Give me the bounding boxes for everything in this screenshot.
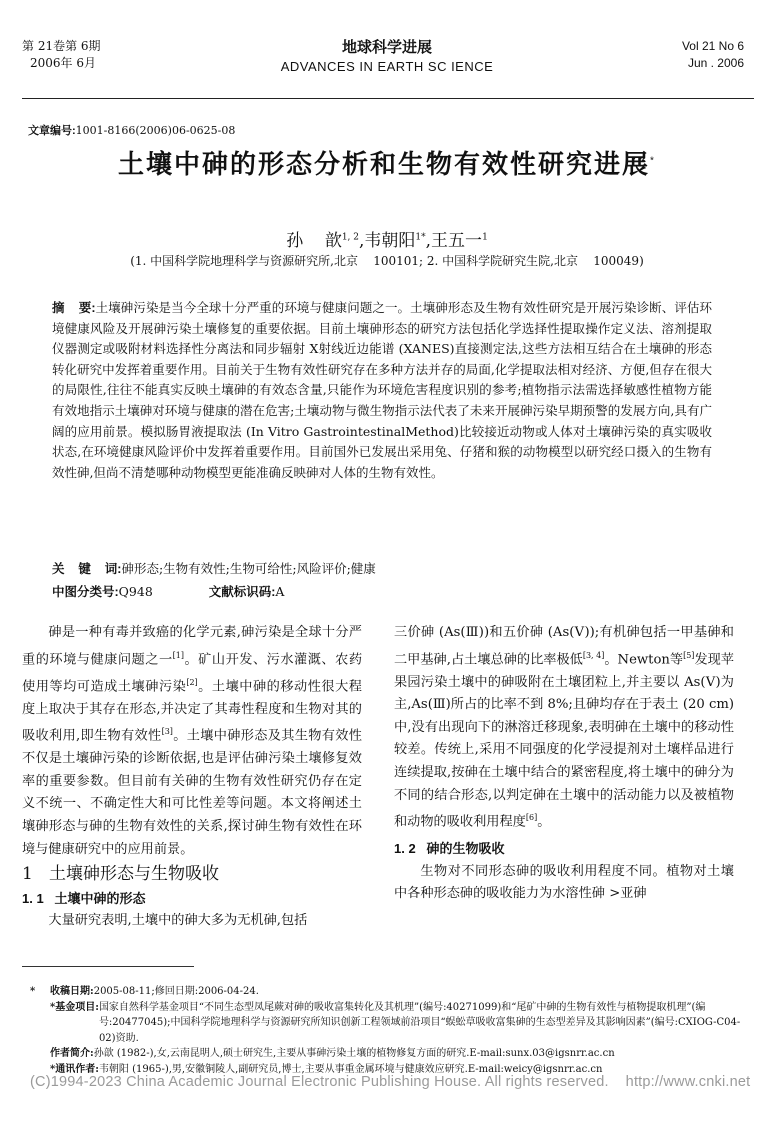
author-2-affil: 1*: [415, 232, 426, 243]
doc-code-value: A: [275, 584, 285, 599]
section-1-2-paragraph: 生物对不同形态砷的吸收利用程度不同。植物对土壤中各种形态砷的吸收能力为水溶性砷 >亚砷: [394, 863, 734, 902]
author-bio: 孙歆 (1982-),女,云南昆明人,硕士研究生,主要从事砷污染土壤的植物修复方面的研究.E-mail:sunx.03@igsnrr.ac.cn: [93, 1048, 615, 1060]
citation-5: [5]: [683, 650, 695, 660]
citation-3-4: [3, 4]: [582, 650, 605, 660]
body-column-left: [22, 622, 362, 933]
author-2: ,韦朝阳: [359, 231, 416, 251]
volume-en: Vol 21 No 6: [681, 39, 744, 53]
footnotes: [30, 984, 746, 1078]
footnote-rule: [22, 966, 194, 967]
keywords-label: 关 键 词:: [52, 562, 122, 576]
footnote-fund: *基金项目: 国家自然科学基金项目“不同生态型凤尾蕨对砷的吸收富集转化及其机理”(编号:40271099)和“尾矿中砷的生物有效性与植物提取机理”(编号:20477045);中国科学院地理科学与资源研究所知识创新工程领域前沿项目“蜈蚣草吸收富集砷的生态型差异及其影响因素”(编号:CXIOG-C04-02)资助.: [30, 1000, 746, 1047]
body-column-right: [394, 622, 734, 906]
header-rule: [22, 98, 754, 99]
arsenic-forms-paragraph: [394, 622, 734, 834]
author-list: [0, 226, 774, 251]
article-number-label: 文章编号:: [28, 125, 76, 137]
received-dates: 2005-08-11;修回日期:2006-04-24.: [93, 986, 259, 997]
section-1-1-paragraph: 大量研究表明,土壤中的砷大多为无机砷,包括: [48, 913, 308, 929]
clc-label: 中图分类号:: [52, 585, 119, 599]
abstract-label: 摘 要:: [52, 301, 96, 315]
section-1-heading: 1 土壤砷形态与生物吸收: [22, 864, 220, 885]
volume-cn: 第 21卷第 6期: [22, 39, 101, 53]
watermark: (C)1994-2023 China Academic Journal Electronic Publishing House. All rights reserved. http://www.cnki.net: [30, 1074, 751, 1090]
footnote-author: [30, 1046, 746, 1062]
paper-title: [0, 144, 774, 181]
author-3: ,王五一: [425, 231, 483, 251]
author-1-affil: 1, 2: [341, 232, 360, 243]
article-number-value: 1001-8166(2006)06-0625-08: [75, 124, 236, 137]
citation-3: [3]: [161, 727, 173, 737]
classification: [52, 582, 284, 600]
intro-paragraph: [22, 622, 362, 861]
corresponding-author: 韦朝阳 (1965-),男,安徽铜陵人,副研究员,博士,主要从事重金属环境与健康效应研究.E-mail:weicy@igsnrr.ac.cn: [98, 1063, 603, 1075]
forms-text-4: 。: [537, 814, 551, 830]
citation-2: [2]: [186, 677, 198, 687]
intro-text-2: 。矿山开发、污水灌溉、农药使用等均可造成土壤砷污染: [22, 651, 363, 694]
citation-6: [6]: [525, 813, 538, 823]
footnote-received: * 收稿日期: 2005-08-11;修回日期:2006-04-24.: [30, 984, 746, 1000]
date-en: Jun . 2006: [687, 56, 744, 70]
citation-1: [1]: [172, 650, 184, 660]
received-label: 收稿日期:: [50, 986, 94, 997]
journal-name: [0, 36, 774, 74]
abstract: [52, 298, 712, 483]
affiliations: (1. 中国科学院地理科学与资源研究所,北京 100101; 2. 中国科学院研究生院,北京 100049): [130, 254, 644, 268]
forms-text-2: 。Newton等: [604, 651, 684, 667]
section-1-1-heading: 1. 1 土壤中砷的形态: [22, 890, 146, 906]
title-footnote-mark: *: [650, 155, 656, 167]
issue-info-en: [682, 38, 744, 72]
keywords-text: 砷形态;生物有效性;生物可给性;风险评价;健康: [121, 561, 376, 576]
date-cn: 2006年 6月: [30, 56, 96, 70]
section-1-2-heading: 1. 2 砷的生物吸收: [394, 841, 505, 857]
abstract-text: 土壤砷污染是当今全球十分严重的环境与健康问题之一。土壤砷形态及生物有效性研究是开展污染诊断、评估环境健康风险及开展砷污染土壤修复的重要依据。目前土壤砷形态的研究方法包括化学选择性提取操作定义法、溶剂提取仪器测定或吸附材料选择性分离法和同步辐射 X射线近边能谱 (XANES)直接测定法,这些方法相互结合在土壤砷的形态转化研究中发挥着重要作用。目前关于生物有效性研究存在多种方法并存的局面,化学提取法相对经济、方便,但存在很大的局限性,往往不能真实反映土壤砷的有效态含量,只能作为环境危害程度识别的参考;植物指示法需选择敏感性植物方能有效地指示土壤砷对环境与健康的潜在危害;土壤动物与微生物指示法代表了未来开展砷污染早期预警的发展方向,具有广阔的应用前景。模拟肠胃液提取法 (In Vitro GastrointestinalMethod)比较接近动物或人体对土壤砷污染的真实吸收状态,在环境健康风险评价中发挥着重要作用。目前国外已发展出采用兔、仔猪和猴的动物模型以研究经口摄入的生物有效性砷,但尚不清楚哪种动物模型更能准确反映砷对人体的生物有效性。: [52, 300, 712, 480]
doc-code-label: 文献标识码:: [208, 585, 276, 599]
footnote-corresponding: *通讯作者: 韦朝阳 (1965-),男,安徽铜陵人,副研究员,博士,主要从事重金属环境与健康效应研究.E-mail:weicy@igsnrr.ac.cn: [30, 1062, 746, 1078]
fund-label: 基金项目:: [55, 1001, 99, 1013]
article-number: [28, 122, 235, 138]
paper-title-text: 土壤中砷的形态分析和生物有效性研究进展: [118, 149, 651, 179]
keywords: [52, 559, 712, 577]
author-3-affil: 1: [482, 232, 488, 243]
corresponding-label: 通讯作者:: [55, 1063, 99, 1075]
clc-value: Q948: [118, 584, 153, 599]
fund-text: 国家自然科学基金项目“不同生态型凤尾蕨对砷的吸收富集转化及其机理”(编号:40271099)和“尾矿中砷的生物有效性与植物提取机理”(编号:20477045);中国科学院地理科学与资源研究所知识创新工程领域前沿项目“蜈蚣草吸收富集砷的生态型差异及其影响因素”(编号:CXIOG-C04-02)资助.: [98, 1001, 741, 1044]
author-bio-label: 作者简介:: [50, 1048, 94, 1060]
forms-text-1: 三价砷 (As(Ⅲ))和五价砷 (As(Ⅴ));有机砷包括一甲基砷和二甲基砷,占土壤总砷的比率极低: [394, 625, 734, 667]
journal-name-en: ADVANCES IN EARTH SC IENCE: [280, 59, 494, 74]
intro-text-4: 。土壤中砷形态及其生物有效性不仅是土壤砷污染的诊断依据,也是评估砷污染土壤修复效率的重要参数。但目前有关砷的生物有效性研究仍存在定义不统一、不确定性大和可比性差等问题。本文将阐述土壤砷形态与砷的生物有效性的关系,探讨砷生物有效性在环境与健康研究中的应用前景。: [22, 728, 362, 857]
author-1: 孙 歆: [286, 231, 342, 251]
journal-name-cn: 地球科学进展: [341, 38, 432, 56]
intro-text-3: 。土壤中砷的移动性很大程度上取决于其存在形态,并决定了其毒性程度和生物对其的吸收利用,即生物有效性: [22, 678, 362, 744]
forms-text-3: 发现苹果园污染土壤中的砷吸附在土壤团粒上,并主要以 As(Ⅴ)为主,As(Ⅲ)所占的比率不到 8%;且砷均存在于表土 (20 cm)中,没有出现向下的淋溶迁移现象,表明砷在土壤中的移动性较差。传统上,采用不同强度的化学浸提剂对土壤样品进行连续提取,按砷在土壤中结合的紧密程度,将土壤中的砷分为不同的结合形态,以判定砷在土壤中的活动能力以及被植物和动物的吸收利用程度: [394, 651, 734, 830]
intro-text-1: 砷是一种有毒并致癌的化学元素,砷污染是全球十分严重的环境与健康问题之一: [22, 625, 362, 667]
